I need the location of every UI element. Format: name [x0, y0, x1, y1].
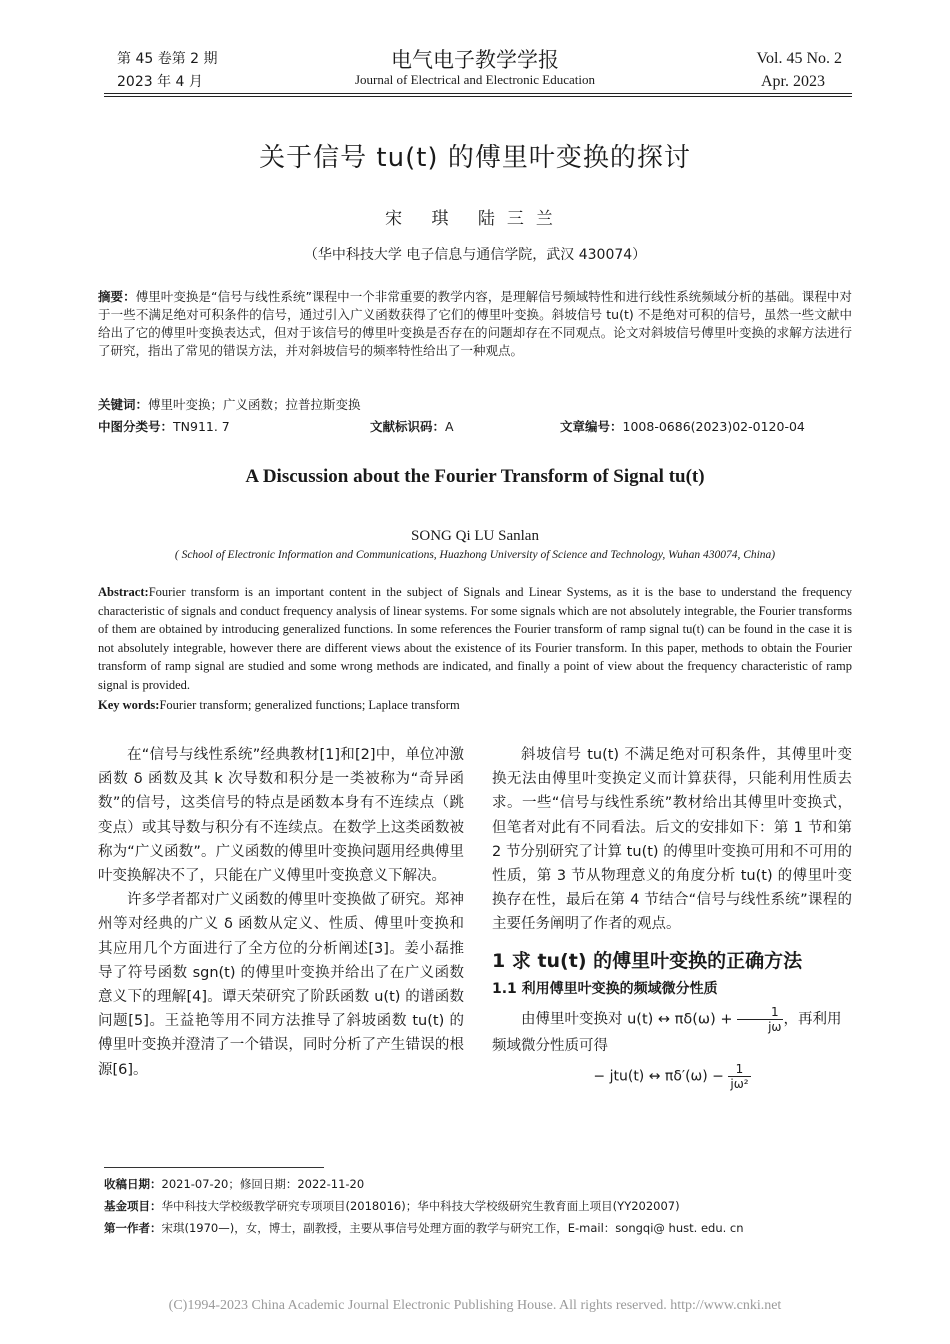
header-rule-2: [104, 96, 852, 97]
journal-name-cn: 电气电子教学学报: [391, 48, 559, 72]
keywords-en: [98, 698, 460, 713]
abstract-en: [98, 583, 852, 694]
body-paragraph: 在“信号与线性系统”经典教材[1]和[2]中，单位冲激函数 δ 函数及其 k 次导数和积分是一类被称为“奇异函数”的信号，这类信号的特点是函数本身有不连续点（跳变点）或其导数与积分有不连续点。在数学上这类函数被称为“广义函数”。广义函数的傅里叶变换问题用经典傅里叶变换解决不了，只能在广义傅里叶变换意义下解决。: [98, 747, 464, 885]
clc-value: TN911. 7: [173, 419, 230, 434]
footnote-author: [104, 1219, 852, 1237]
transform-pair-text-end: ，再利用: [783, 1011, 842, 1028]
fraction-numerator: 1: [728, 1062, 750, 1077]
header-rule: [104, 93, 852, 94]
date-en: Apr. 2023: [761, 73, 825, 90]
equation: [492, 1062, 852, 1091]
abstract-en-label: Abstract:: [98, 585, 149, 599]
doc-code-value: A: [445, 419, 454, 434]
clc-number: [98, 418, 230, 436]
article-number-value: 1008-0686(2023)02-0120-04: [622, 419, 805, 434]
body-left-column: [98, 743, 464, 1082]
received-label: 收稿日期：: [104, 1177, 162, 1191]
volume-issue-en: Vol. 45 No. 2: [756, 50, 842, 67]
keywords-en-text: Fourier transform; generalized functions; Laplace transform: [159, 698, 460, 712]
copyright-line: (C)1994-2023 China Academic Journal Electronic Publishing House. All rights reserved. http://www.cnki.net: [168, 1298, 782, 1313]
fund-label: 基金项目：: [104, 1199, 162, 1213]
document-code: [370, 418, 454, 436]
fraction-numerator: 1: [737, 1005, 783, 1020]
body-paragraph: 许多学者都对广义函数的傅里叶变换做了研究。郑神州等对经典的广义 δ 函数从定义、性质、傅里叶变换和其应用几个方面进行了全方位的分析阐述[3]。姜小磊推导了符号函数 sgn(t) 的傅里叶变换并给出了在广义函数意义下的理解[4]。谭天荣研究了阶跃函数 u(t) 的谱函数问题[5]。王益艳等用不同方法推导了斜坡函数 tu(t) 的傅里叶变换并澄清了一个错误，同时分析了产生错误的根源[6]。: [98, 892, 464, 1078]
received-value: 2021-07-20；修回日期：2022-11-20: [161, 1177, 365, 1191]
section-heading-1: 1 求 tu(t) 的傅里叶变换的正确方法: [492, 949, 803, 972]
equation-left: − jtu(t) ↔ πδ′(ω) −: [593, 1068, 729, 1085]
doc-code-label: 文献标识码：: [370, 419, 446, 434]
abstract-cn-label: 摘要：: [98, 289, 136, 304]
journal-name-en: Journal of Electrical and Electronic Education: [354, 72, 596, 87]
affiliation-cn: （华中科技大学 电子信息与通信学院，武汉 430074）: [303, 247, 647, 263]
keywords-cn: [98, 396, 361, 414]
footnote-fund: [104, 1197, 852, 1215]
fund-value: 华中科技大学校级教学研究专项项目(2018016)；华中科技大学校级研究生教育面上项目(YY202007): [161, 1199, 680, 1213]
fraction-denominator: jω: [768, 1020, 782, 1035]
fraction: [728, 1062, 750, 1091]
keywords-cn-text: 傅里叶变换；广义函数；拉普拉斯变换: [148, 397, 361, 412]
body-line: 频域微分性质可得: [492, 1038, 608, 1055]
body-right-column: [492, 743, 852, 1095]
subsection-heading-1-1: 1.1 利用傅里叶变换的频域微分性质: [492, 980, 718, 997]
transform-pair-text: 由傅里叶变换对 u(t) ↔ πδ(ω) +: [521, 1011, 738, 1028]
clc-label: 中图分类号：: [98, 419, 174, 434]
abstract-cn-text: 傅里叶变换是“信号与线性系统”课程中一个非常重要的教学内容，是理解信号频域特性和进行线性系统频域分析的基础。课程中对于一些不满足绝对可积条件的信号，通过引入广义函数获得了它们的傅里叶变换。斜坡信号 tu(t) 不是绝对可积的信号，虽然一些文献中给出了它的傅里叶变换表达式，但对于该信号的傅里叶变换是否存在的问题却存在不同观点。论文对斜坡信号傅里叶变换的求解方法进行了研究，指出了常见的错误方法，并对斜坡信号的频率特性给出了一种观点。: [98, 289, 852, 358]
author-value: 宋琪(1970—)，女，博士，副教授，主要从事信号处理方面的教学与研究工作，E-mail：songqi@ hust. edu. cn: [161, 1221, 744, 1235]
author-label: 第一作者：: [104, 1221, 162, 1235]
authors-en: SONG Qi LU Sanlan: [411, 528, 539, 544]
abstract-en-text: Fourier transform is an important content in the subject of Signals and Linear Systems, as it is the base to understand the frequency characteristic of signals and conduct frequency analysis of linear systems. For some signals which are not absolutely integrable, the Fourier transforms of them are obtained by introducing generalized functions. In some references the Fourier transform of ramp signal tu(t) can be found in the case it is not absolutely integrable, however there are different views about the existence of its Fourier transform. In this paper, methods to obtain the Fourier transform of ramp signal are studied and some wrong methods are indicated, and finally a point of view about the frequency characteristic of ramp signal is provided.: [98, 585, 852, 692]
paper-title-en: A Discussion about the Fourier Transform of Signal tu(t): [245, 466, 705, 487]
footnote-received: [104, 1175, 852, 1193]
footnote-rule: [104, 1167, 324, 1168]
keywords-cn-label: 关键词：: [98, 397, 149, 412]
paper-title: 关于信号 tu(t) 的傅里叶变换的探讨: [259, 143, 691, 173]
abstract-cn: [98, 288, 852, 360]
article-number: [560, 418, 805, 436]
volume-issue-cn: 第 45 卷第 2 期: [117, 51, 218, 67]
fraction-denominator: jω²: [730, 1077, 749, 1092]
authors-cn: 宋 琪 陆三兰: [385, 209, 565, 229]
date-cn: 2023 年 4 月: [117, 74, 203, 90]
affiliation-en: ( School of Electronic Information and Communications, Huazhong University of Science and Technology, Wuhan 430074, China): [174, 549, 776, 561]
fraction: [737, 1005, 783, 1034]
article-number-label: 文章编号：: [560, 419, 623, 434]
body-paragraph: 斜坡信号 tu(t) 不满足绝对可积条件，其傅里叶变换无法由傅里叶变换定义而计算获得，只能利用性质去求。一些“信号与线性系统”教材给出其傅里叶变换式，但笔者对此有不同看法。后文的安排如下：第 1 节和第 2 节分别研究了计算 tu(t) 的傅里叶变换可用和不可用的性质，第 3 节从物理意义的角度分析 tu(t) 的傅里叶变换存在性，最后在第 4 节结合“信号与线性系统”课程的主要任务阐明了作者的观点。: [492, 747, 852, 933]
body-paragraph: [492, 1005, 852, 1034]
keywords-en-label: Key words:: [98, 698, 160, 712]
